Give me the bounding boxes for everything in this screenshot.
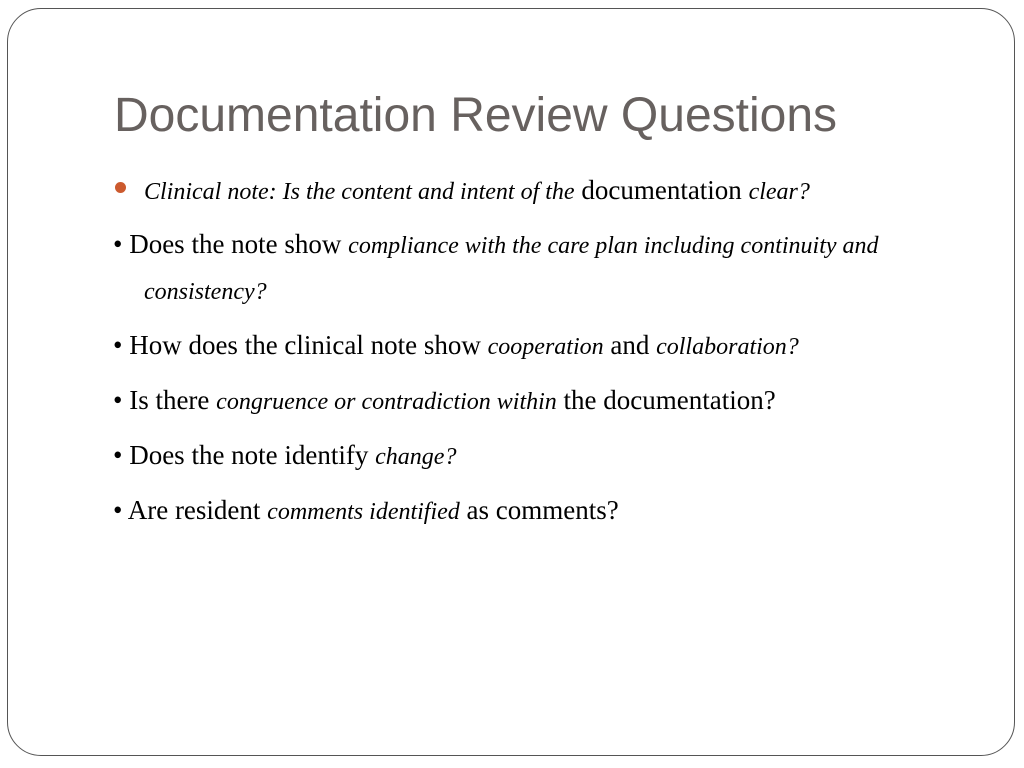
list-item (112, 222, 952, 314)
item-italic-text: congruence or contradiction within (216, 389, 557, 415)
bullet-icon: • (113, 330, 123, 360)
orange-dot-bullet-icon (115, 182, 126, 193)
item-tail-text: the documentation? (563, 385, 776, 415)
item-lead-text: Is there (129, 385, 210, 415)
bullet-icon: • (113, 440, 123, 470)
question-list (112, 168, 952, 543)
item-lead-text: How does the clinical note show (129, 330, 481, 360)
item-italic-text: comments identified (267, 499, 460, 525)
item-lead-text: Does the note identify (129, 440, 369, 470)
bullet-icon: • (113, 385, 123, 415)
item-plain-text: documentation (581, 175, 742, 205)
list-item (112, 378, 952, 424)
item-italic-prefix: Clinical note: Is the content and intent of the (144, 179, 575, 205)
item-italic-text: collaboration? (656, 334, 799, 360)
item-italic-text: compliance with the care plan including continuity and consistency? (144, 233, 879, 305)
list-item (112, 488, 952, 534)
list-item (112, 323, 952, 369)
item-italic-text: change? (375, 444, 457, 470)
item-lead-text: Are resident (127, 495, 261, 525)
slide-title: Documentation Review Questions (114, 89, 838, 142)
item-lead-text: Does the note show (129, 229, 342, 259)
bullet-icon: • (113, 229, 123, 259)
list-item (112, 168, 952, 214)
item-mid-text: and (610, 330, 650, 360)
list-item (112, 433, 952, 479)
item-tail-text: as comments? (466, 495, 619, 525)
item-italic-suffix: clear? (748, 179, 810, 205)
item-italic-text: cooperation (487, 334, 604, 360)
bullet-icon: • (113, 495, 123, 525)
